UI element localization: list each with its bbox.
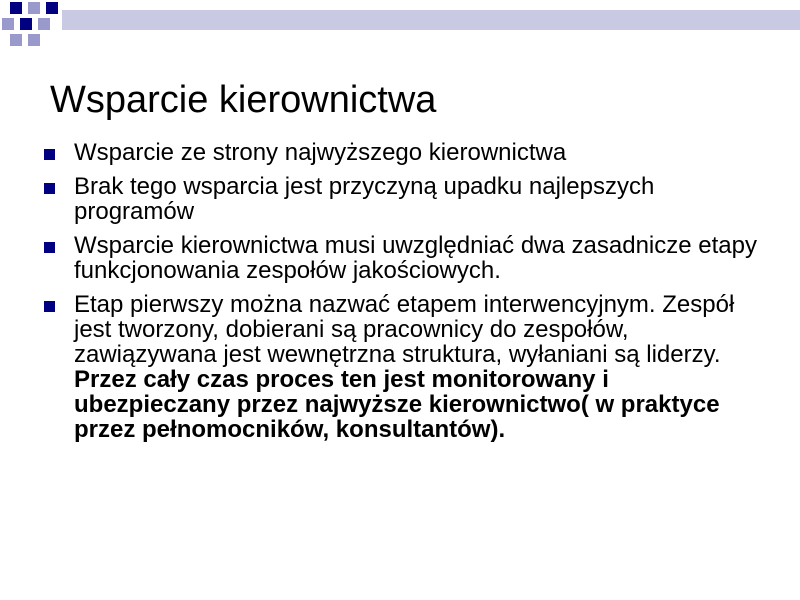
bullet-item (44, 140, 764, 165)
bullet-item (44, 292, 764, 442)
decorative-header (0, 0, 800, 60)
bullet-item (44, 233, 764, 283)
bullet-text: Wsparcie kierownictwa musi uwzględniać dwa zasadnicze etapy funkcjonowania zespołów jakościowych. (74, 232, 757, 284)
square-bullet-icon (44, 149, 55, 160)
corner-square (46, 2, 58, 14)
bullet-bold-text: Przez cały czas proces ten jest monitorowany i ubezpieczany przez najwyższe kierownictwo( w praktyce przez pełnomocników, konsultantów). (74, 366, 720, 443)
bullet-text: Etap pierwszy można nazwać etapem interwencyjnym. Zespół jest tworzony, dobierani są pracownicy do zespołów, zawiązywana jest wewnętrzna struktura, wyłaniani są liderzy. (74, 291, 735, 368)
bullet-item (44, 174, 764, 224)
corner-square (10, 34, 22, 46)
square-bullet-icon (44, 183, 55, 194)
square-bullet-icon (44, 301, 55, 312)
corner-square (20, 18, 32, 30)
corner-square (38, 18, 50, 30)
square-bullet-icon (44, 242, 55, 253)
bullet-text: Brak tego wsparcia jest przyczyną upadku najlepszych programów (74, 173, 655, 225)
bullet-text: Wsparcie ze strony najwyższego kierownictwa (74, 139, 567, 166)
header-gradient-bar (62, 10, 800, 30)
corner-square (2, 18, 14, 30)
corner-square (28, 2, 40, 14)
slide-title: Wsparcie kierownictwa (50, 79, 437, 121)
bullet-list (44, 140, 764, 451)
corner-square (28, 34, 40, 46)
corner-square (10, 2, 22, 14)
